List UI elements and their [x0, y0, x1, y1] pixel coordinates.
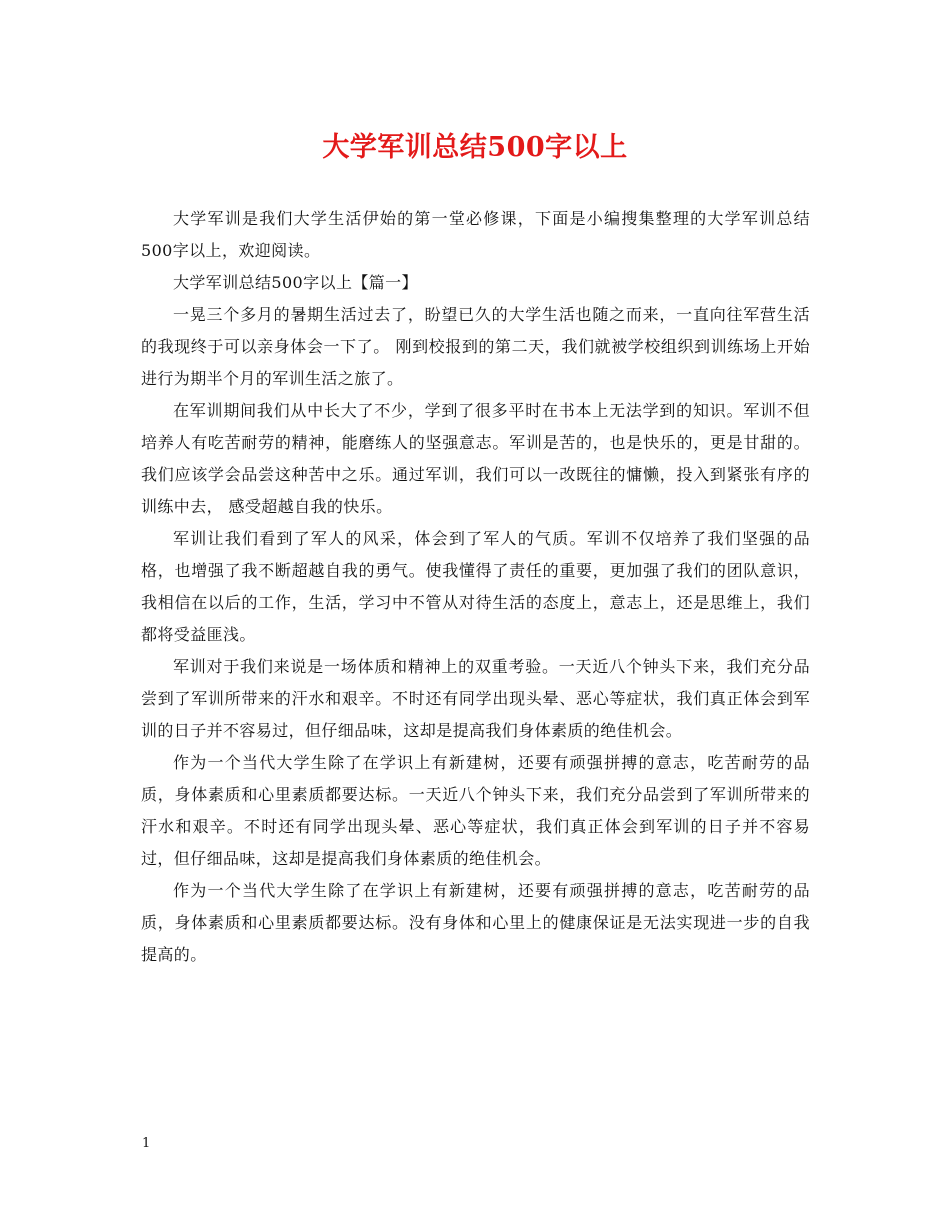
page-number: 1	[142, 1136, 151, 1151]
paragraph-intro: 大学军训是我们大学生活伊始的第一堂必修课，下面是小编搜集整理的大学军训总结500字以上，欢迎阅读。	[141, 209, 810, 260]
paragraph: 作为一个当代大学生除了在学识上有新建树，还要有顽强拼搏的意志，吃苦耐劳的品质，身体素质和心里素质都要达标。一天近八个钟头下来，我们充分品尝到了军训所带来的汗水和艰辛。不时还有同学出现头晕、恶心等症状，我们真正体会到军训的日子并不容易过，但仔细品味，这却是提高我们身体素质的绝佳机会。	[141, 753, 810, 868]
document-title: 大学军训总结500字以上	[322, 132, 628, 163]
section-heading: 大学军训总结500字以上【篇一】	[173, 273, 418, 292]
paragraph: 在军训期间我们从中长大了不少，学到了很多平时在书本上无法学到的知识。军训不但培养人有吃苦耐劳的精神，能磨练人的坚强意志。军训是苦的，也是快乐的，更是甘甜的。我们应该学会品尝这种苦中之乐。通过军训，我们可以一改既往的慵懒，投入到紧张有序的训练中去， 感受超越自我的快乐。	[141, 401, 810, 516]
document-body	[141, 203, 810, 971]
paragraph: 一晃三个多月的暑期生活过去了，盼望已久的大学生活也随之而来，一直向往军营生活的我现终于可以亲身体会一下了。 刚到校报到的第二天，我们就被学校组织到训练场上开始进行为期半个月的军训生活之旅了。	[141, 305, 810, 388]
paragraph: 军训让我们看到了军人的风采，体会到了军人的气质。军训不仅培养了我们坚强的品格，也增强了我不断超越自我的勇气。使我懂得了责任的重要，更加强了我们的团队意识，我相信在以后的工作，生活，学习中不管从对待生活的态度上，意志上，还是思维上，我们都将受益匪浅。	[141, 529, 810, 644]
paragraph: 作为一个当代大学生除了在学识上有新建树，还要有顽强拼搏的意志，吃苦耐劳的品质，身体素质和心里素质都要达标。没有身体和心里上的健康保证是无法实现进一步的自我提高的。	[141, 881, 810, 964]
paragraph: 军训对于我们来说是一场体质和精神上的双重考验。一天近八个钟头下来，我们充分品尝到了军训所带来的汗水和艰辛。不时还有同学出现头晕、恶心等症状，我们真正体会到军训的日子并不容易过，但仔细品味，这却是提高我们身体素质的绝佳机会。	[141, 657, 810, 740]
